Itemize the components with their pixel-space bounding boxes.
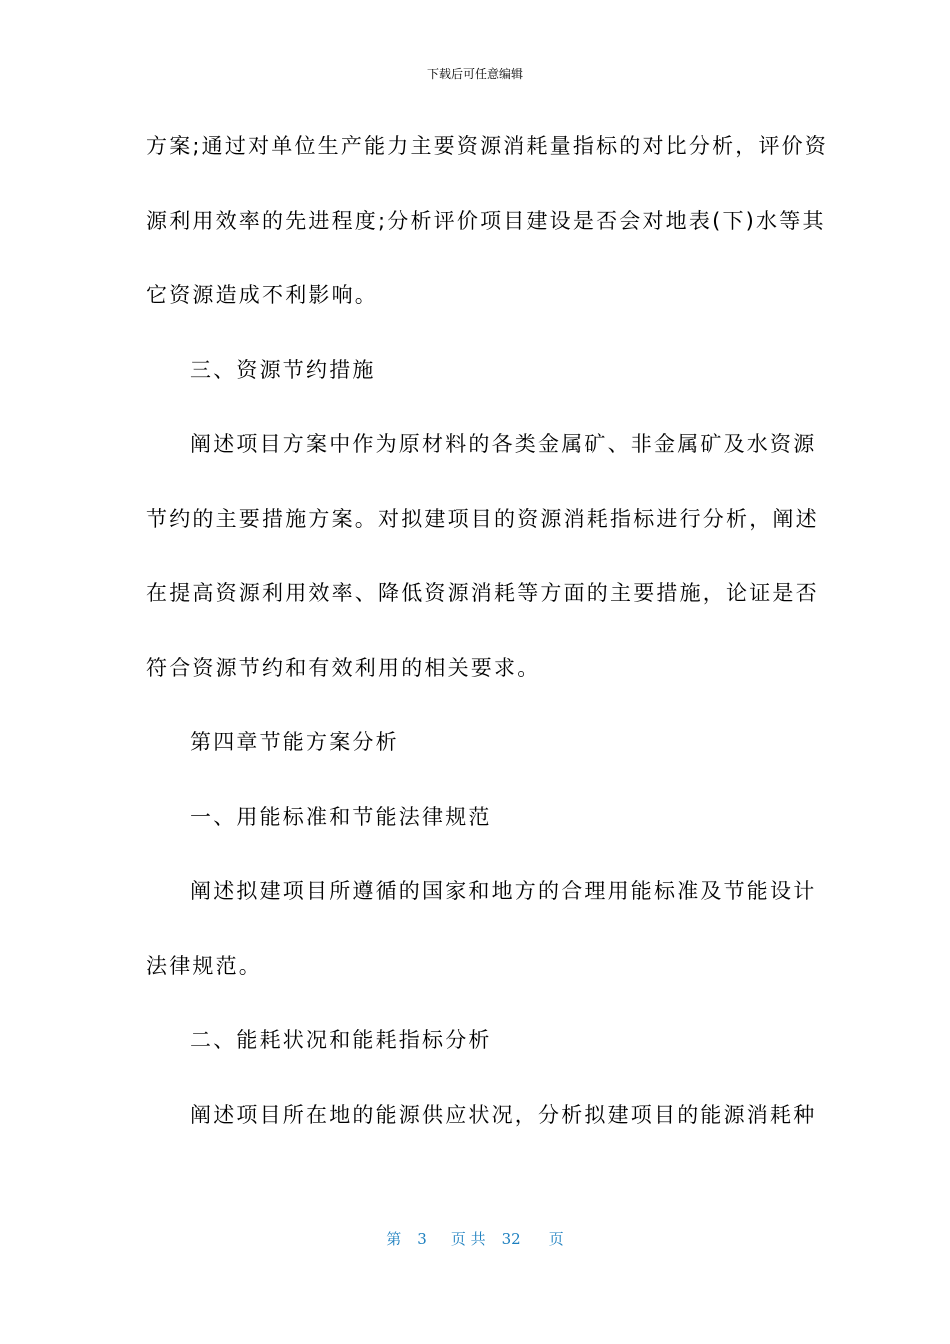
- chapter-heading: 第四章节能方案分析: [190, 730, 399, 754]
- current-page-number: 3: [417, 1230, 427, 1248]
- body-line: 方案;通过对单位生产能力主要资源消耗量指标的对比分析，评价资: [146, 134, 829, 158]
- body-line: 阐述项目所在地的能源供应状况，分析拟建项目的能源消耗种: [190, 1103, 817, 1127]
- page-suffix: 页: [548, 1230, 564, 1248]
- section-heading: 一、用能标准和节能法律规范: [190, 805, 492, 829]
- body-line: 节约的主要措施方案。对拟建项目的资源消耗指标进行分析，阐述: [146, 507, 819, 531]
- page-prefix: 第: [386, 1230, 402, 1248]
- body-line: 阐述拟建项目所遵循的国家和地方的合理用能标准及节能设计: [190, 879, 817, 903]
- body-line: 源利用效率的先进程度;分析评价项目建设是否会对地表(下)水等其: [146, 209, 826, 233]
- page-mid-label: 页 共: [450, 1230, 486, 1248]
- total-pages-number: 32: [501, 1230, 521, 1248]
- body-line: 它资源造成不利影响。: [146, 283, 378, 307]
- page-header-note: 下载后可任意编辑: [426, 67, 523, 81]
- body-line: 在提高资源利用效率、降低资源消耗等方面的主要措施，论证是否: [146, 581, 819, 605]
- page-footer: [0, 1229, 950, 1249]
- body-line: 法律规范。: [146, 954, 262, 978]
- section-heading: 二、能耗状况和能耗指标分析: [190, 1028, 492, 1052]
- section-heading: 三、资源节约措施: [190, 358, 376, 382]
- body-line: 符合资源节约和有效利用的相关要求。: [146, 656, 541, 680]
- body-line: 阐述项目方案中作为原材料的各类金属矿、非金属矿及水资源: [190, 432, 817, 456]
